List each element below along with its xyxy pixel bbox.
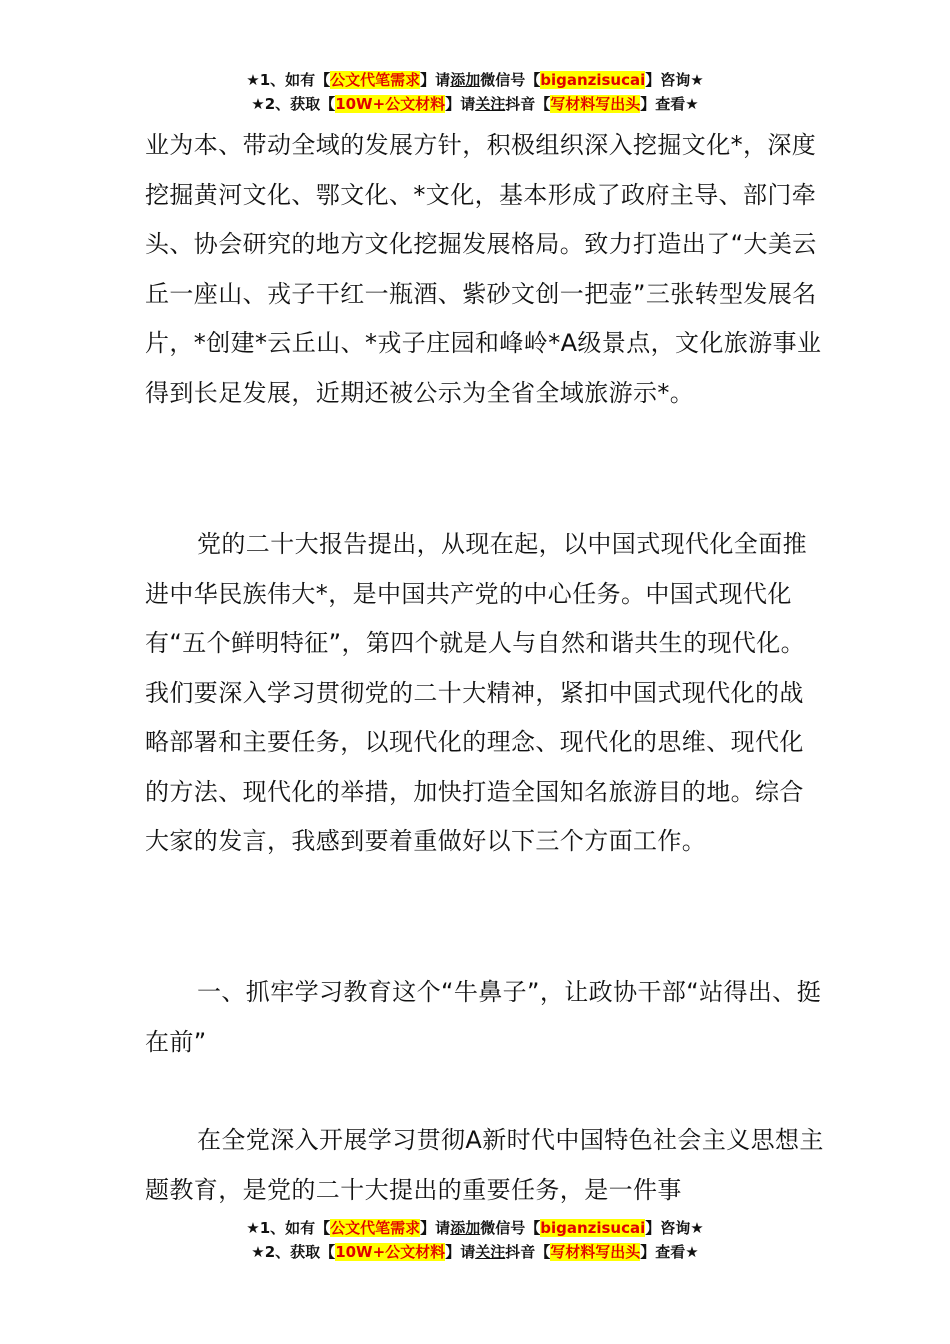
promo-line-2: ★2、获取【10W+公文材料】请关注抖音【写材料写出头】查看★ (251, 95, 699, 113)
header-promo-banner (0, 68, 950, 116)
highlight-wechat-id: biganzisucai (540, 1219, 646, 1237)
highlight-materials: 10W+公文材料 (335, 1243, 446, 1261)
footer-promo-banner (0, 1216, 950, 1264)
highlight-wechat-id: biganzisucai (540, 71, 646, 89)
paragraph-continued: 业为本、带动全域的发展方针，积极组织深入挖掘文化*，深度挖掘黄河文化、鄂文化、*文化，基本形成了政府主导、部门牵头、协会研究的地方文化挖掘发展格局。致力打造出了“大美云丘一座山、戎子干红一瓶酒、紫砂文创一把壶”三张转型发展名片，*创建*云丘山、*戎子庄园和峰岭*A级景点，文化旅游事业得到长足发展，近期还被公示为全省全域旅游示*。 (145, 131, 822, 407)
highlight-materials: 10W+公文材料 (335, 95, 446, 113)
highlight-douyin: 写材料写出头 (550, 95, 641, 113)
paragraph-report: 党的二十大报告提出，从现在起，以中国式现代化全面推进中华民族伟大*，是中国共产党的中心任务。中国式现代化有“五个鲜明特征”，第四个就是人与自然和谐共生的现代化。我们要深入学习贯彻党的二十大精神，紧扣中国式现代化的战略部署和主要任务，以现代化的理念、现代化的思维、现代化的方法、现代化的举措，加快打造全国知名旅游目的地。综合大家的发言，我感到要着重做好以下三个方面工作。 (145, 530, 807, 855)
promo-line-2: ★2、获取【10W+公文材料】请关注抖音【写材料写出头】查看★ (251, 1243, 699, 1261)
section-heading-1: 一、抓牢学习教育这个“牛鼻子”，让政协干部“站得出、挺在前” (145, 978, 822, 1056)
highlight-douyin: 写材料写出头 (550, 1243, 641, 1261)
highlight-service: 公文代笔需求 (330, 1219, 421, 1237)
highlight-service: 公文代笔需求 (330, 71, 421, 89)
paragraph-theme-education: 在全党深入开展学习贯彻A新时代中国特色社会主义思想主题教育，是党的二十大提出的重要任务，是一件事 (145, 1126, 824, 1204)
promo-line-1: ★1、如有【公文代笔需求】请添加微信号【biganzisucai】咨询★ (246, 71, 704, 89)
promo-line-1: ★1、如有【公文代笔需求】请添加微信号【biganzisucai】咨询★ (246, 1219, 704, 1237)
